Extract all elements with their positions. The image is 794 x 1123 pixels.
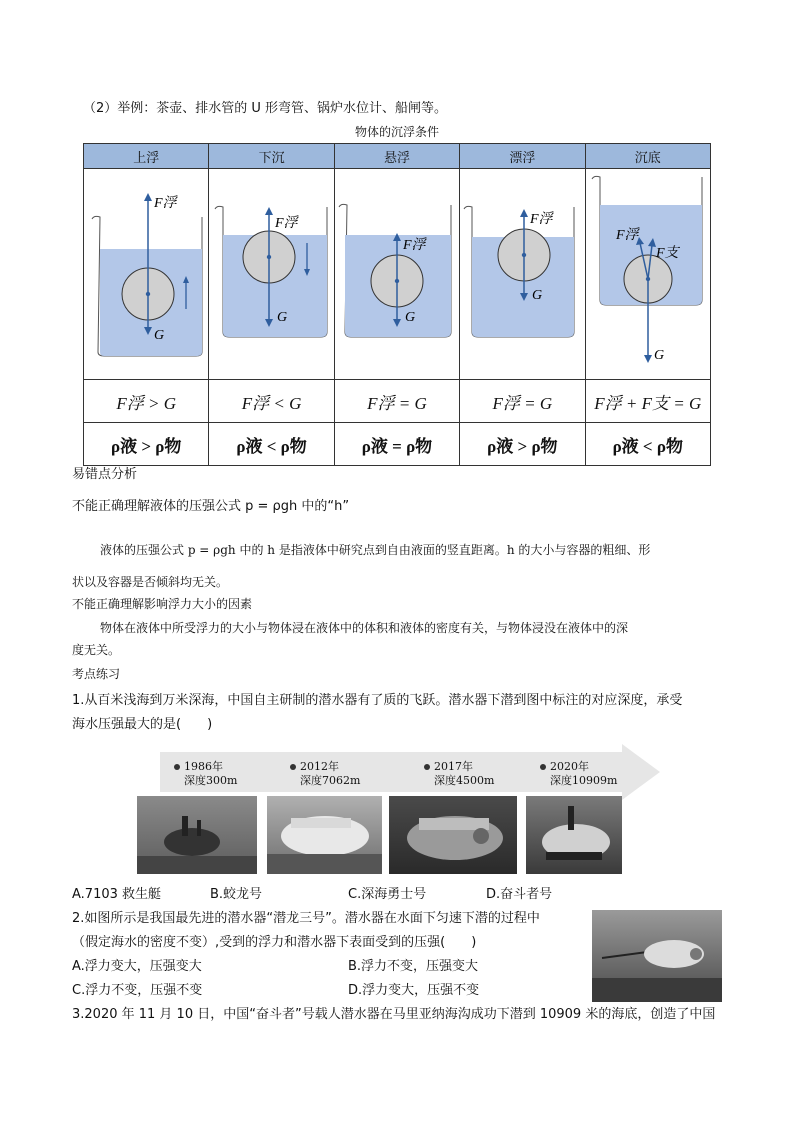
header-sink: 下沉 — [209, 144, 334, 169]
q1-option-b[interactable]: B.蛟龙号 — [210, 887, 263, 902]
density-relation-float: ρ液 > ρ物 — [460, 423, 585, 466]
timeline-dot-icon — [424, 764, 430, 770]
label-g: G — [404, 310, 415, 325]
header-bottom: 沉底 — [585, 144, 710, 169]
density-relation-suspend: ρ液 = ρ物 — [334, 423, 459, 466]
label-g: G — [532, 288, 543, 303]
photo-deep-sea-warrior — [389, 796, 517, 874]
diagram-bottom — [585, 169, 710, 380]
mistake1-body-line2: 状以及容器是否倾斜均无关。 — [72, 575, 229, 589]
q2-line1: 2.如图所示是我国最先进的潜水器“潜龙三号”。潜水器在水面下匀速下潜的过程中 — [72, 911, 540, 926]
label-f-float: F浮 — [530, 212, 553, 227]
label-g: G — [277, 310, 288, 325]
header-float: 漂浮 — [460, 144, 585, 169]
timeline-depth: 深度10909m — [550, 774, 618, 787]
timeline-dot-icon — [290, 764, 296, 770]
beaker-sink-diagram — [209, 169, 335, 375]
q1-line2: 海水压强最大的是( ) — [72, 717, 213, 732]
q1-line1: 1.从百米浅海到万米深海，中国自主研制的潜水器有了质的飞跃。潜水器下潜到图中标注的对应深度，承受 — [72, 693, 683, 708]
q2-option-a[interactable]: A.浮力变大，压强变大 — [72, 959, 202, 974]
timeline-item-2012 — [290, 760, 360, 788]
timeline-year: 2020年 — [550, 760, 589, 773]
q1-option-d[interactable]: D.奋斗者号 — [486, 887, 553, 902]
table-title: 物体的沉浮条件 — [354, 125, 439, 139]
q2-option-d[interactable]: D.浮力变大，压强不变 — [348, 983, 480, 998]
sink-float-table — [83, 143, 711, 466]
force-relation-sink: F浮 < G — [209, 380, 334, 423]
beaker-suspend-diagram — [335, 169, 461, 375]
q3-line1: 3.2020 年 11 月 10 日，中国“奋斗者”号载人潜水器在马里亚纳海沟成功下潜到 10909 米的海底，创造了中国 — [72, 1007, 716, 1022]
photo-qianlong-3 — [592, 910, 722, 1002]
label-g: G — [653, 348, 664, 363]
label-f-float: F浮 — [275, 216, 298, 231]
q2-option-b[interactable]: B.浮力不变，压强变大 — [348, 959, 479, 974]
timeline-depth: 深度300m — [184, 774, 238, 787]
q1-option-c[interactable]: C.深海勇士号 — [348, 887, 427, 902]
beaker-bottom-diagram — [588, 169, 708, 375]
photo-jiaolong — [267, 796, 382, 874]
timeline-dot-icon — [174, 764, 180, 770]
density-relation-rise: ρ液 > ρ物 — [84, 423, 209, 466]
force-relation-bottom: F浮 + F支 = G — [585, 380, 710, 423]
beaker-rise-diagram — [84, 169, 210, 375]
beaker-float-diagram — [460, 169, 586, 375]
timeline-depth: 深度7062m — [300, 774, 361, 787]
diagram-sink — [209, 169, 334, 380]
header-rise: 上浮 — [84, 144, 209, 169]
force-relation-float: F浮 = G — [460, 380, 585, 423]
mistake2-body-line1: 物体在液体中所受浮力的大小与物体浸在液体中的体积和液体的密度有关，与物体浸没在液体中的深 — [100, 621, 629, 635]
force-relation-rise: F浮 > G — [84, 380, 209, 423]
label-f-support: F支 — [655, 246, 679, 261]
q2-option-c[interactable]: C.浮力不变，压强不变 — [72, 983, 203, 998]
label-g: G — [154, 328, 165, 343]
header-suspend: 悬浮 — [334, 144, 459, 169]
mistake1-body-line1: 液体的压强公式 p = ρgh 中的 h 是指液体中研究点到自由液面的竖直距离。h 的大小与容器的粗细、形 — [100, 543, 651, 557]
section-practice: 考点练习 — [72, 667, 121, 681]
mistake1-title: 不能正确理解液体的压强公式 p = ρgh 中的“h” — [72, 499, 350, 514]
force-relation-suspend: F浮 = G — [334, 380, 459, 423]
timeline-year: 1986年 — [184, 760, 223, 773]
mistake2-body-line2: 度无关。 — [72, 643, 121, 657]
intro-line: （2）举例：茶壶、排水管的 U 形弯管、锅炉水位计、船闸等。 — [83, 101, 448, 116]
photo-fendouzhe — [526, 796, 622, 874]
label-f-float: F浮 — [154, 196, 177, 211]
timeline-item-1986 — [174, 760, 237, 788]
timeline-item-2017 — [424, 760, 494, 788]
label-f-float: F浮 — [615, 228, 639, 243]
timeline-year: 2017年 — [434, 760, 473, 773]
density-relation-bottom: ρ液 < ρ物 — [585, 423, 710, 466]
q2-line2: （假定海水的密度不变）,受到的浮力和潜水器下表面受到的压强( ) — [72, 935, 477, 950]
diagram-float — [460, 169, 585, 380]
density-relation-sink: ρ液 < ρ物 — [209, 423, 334, 466]
diagram-rise — [84, 169, 209, 380]
q1-option-a[interactable]: A.7103 救生艇 — [72, 887, 162, 902]
mistake2-title: 不能正确理解影响浮力大小的因素 — [72, 597, 253, 611]
photo-7103-lifeboat — [137, 796, 257, 874]
section-mistakes: 易错点分析 — [72, 467, 138, 482]
timeline-depth: 深度4500m — [434, 774, 495, 787]
timeline-item-2020 — [540, 760, 617, 788]
timeline-year: 2012年 — [300, 760, 339, 773]
label-f-float: F浮 — [402, 238, 426, 253]
diagram-suspend — [334, 169, 459, 380]
timeline-dot-icon — [540, 764, 546, 770]
